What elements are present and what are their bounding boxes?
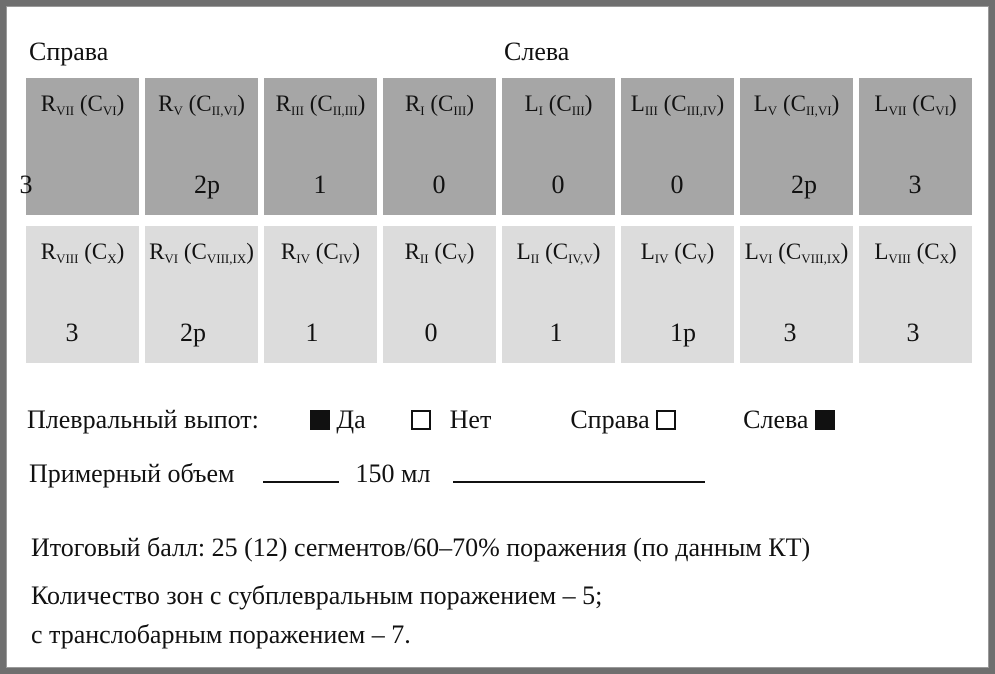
zone-subscript: II	[419, 251, 429, 266]
zone-text: (C	[178, 239, 207, 264]
zone-score: 3	[19, 170, 33, 199]
table-cell	[502, 226, 615, 363]
zone-subscript: VI	[935, 103, 949, 118]
zone-text: R	[158, 91, 174, 116]
zone-text: L	[640, 239, 655, 264]
checkbox-yes-label: Да	[336, 405, 366, 434]
table-cell	[383, 78, 496, 215]
zone-text: R	[40, 239, 57, 264]
zone-label	[740, 239, 853, 266]
zone-label	[502, 239, 615, 266]
zone-score: 3	[65, 318, 79, 347]
zone-subscript: X	[107, 251, 117, 266]
zone-text: R	[404, 91, 421, 116]
zone-label	[26, 239, 139, 266]
zone-label	[145, 91, 258, 118]
volume-blank-left	[263, 481, 339, 483]
checkbox-left[interactable]	[815, 410, 835, 430]
side-label-right: Справа	[29, 37, 109, 66]
zone-label	[26, 91, 139, 118]
zone-subscript: X	[939, 251, 949, 266]
table-cell	[264, 78, 377, 215]
volume-value: 150 мл	[355, 459, 431, 488]
zone-score: 2р	[791, 170, 817, 199]
zone-subscript: VIII	[56, 251, 79, 266]
table-cell	[621, 78, 734, 215]
zone-subscript: III,IV	[686, 103, 717, 118]
zone-text: )	[466, 91, 475, 116]
side-label-left: Слева	[504, 37, 570, 66]
zone-text: )	[840, 239, 849, 264]
table-cell	[264, 226, 377, 363]
zone-text: )	[706, 239, 715, 264]
zone-text: (C	[657, 91, 687, 116]
zone-subscript: IV,V	[568, 251, 593, 266]
effusion-line	[27, 407, 835, 433]
zone-label	[621, 239, 734, 266]
zone-text: (C	[78, 239, 108, 264]
zone-text: L	[516, 239, 531, 264]
zone-text: )	[357, 91, 366, 116]
zone-score: 3	[783, 318, 797, 347]
zone-subscript: III	[571, 103, 585, 118]
table-cell	[859, 226, 972, 363]
table-cell	[740, 226, 853, 363]
volume-line	[29, 461, 705, 487]
zone-text: (C	[668, 239, 698, 264]
checkbox-right[interactable]	[656, 410, 676, 430]
zone-label	[502, 91, 615, 118]
table-cell	[502, 78, 615, 215]
table-cell	[145, 78, 258, 215]
zone-text: )	[584, 91, 593, 116]
zone-score: 0	[424, 318, 438, 347]
zone-text: (C	[777, 91, 806, 116]
table-cell	[26, 226, 139, 363]
lung-zone-table	[19, 78, 973, 363]
zone-score: 1р	[670, 318, 696, 347]
zone-subscript: VI	[102, 103, 117, 118]
zone-text: R	[280, 239, 297, 264]
zone-score: 1	[313, 170, 327, 199]
summary-subpleural: Количество зон с субплевральным поражением – 5;	[31, 581, 603, 610]
zone-text: L	[630, 91, 645, 116]
zone-subscript: IV	[338, 251, 353, 266]
zone-text: )	[948, 239, 957, 264]
zone-subscript: II,III	[332, 103, 358, 118]
zone-text: )	[116, 239, 125, 264]
zone-text: )	[246, 239, 254, 264]
zone-text: )	[116, 91, 125, 116]
zone-subscript: VI	[164, 251, 179, 266]
checkbox-yes[interactable]	[310, 410, 330, 430]
volume-label: Примерный объем	[29, 459, 235, 488]
zone-score: 0	[551, 170, 565, 199]
zone-text: L	[874, 91, 889, 116]
zone-text: L	[744, 239, 759, 264]
zone-text: )	[948, 91, 957, 116]
zone-subscript: II	[530, 251, 540, 266]
zone-text: )	[237, 91, 245, 116]
zone-text: )	[716, 91, 725, 116]
zone-text: R	[404, 239, 420, 264]
zone-subscript: V	[457, 251, 467, 266]
zone-text: R	[149, 239, 165, 264]
zone-text: (C	[424, 91, 454, 116]
table-cell	[19, 78, 139, 215]
zone-subscript: VIII	[888, 251, 911, 266]
zone-label	[383, 239, 496, 266]
zone-text: (C	[309, 239, 339, 264]
zone-subscript: I	[538, 103, 543, 118]
zone-subscript: V	[767, 103, 778, 118]
zone-subscript: IV	[654, 251, 669, 266]
zone-subscript: III	[644, 103, 658, 118]
zone-score: 2р	[194, 170, 220, 199]
zone-text: (C	[74, 91, 103, 116]
zone-text: L	[874, 239, 889, 264]
table-cell	[740, 78, 853, 215]
zone-text: )	[466, 239, 475, 264]
zone-subscript: III	[291, 103, 304, 118]
zone-score: 3	[906, 318, 920, 347]
zone-text: )	[592, 239, 601, 264]
summary-total: Итоговый балл: 25 (12) сегментов/60–70% поражения (по данным КТ)	[31, 533, 811, 562]
zone-text: (C	[542, 91, 572, 116]
zone-label	[621, 91, 734, 118]
zone-label	[859, 239, 972, 266]
zone-label	[145, 239, 258, 266]
zone-subscript: III	[453, 103, 467, 118]
zone-label	[859, 91, 972, 118]
checkbox-left-label: Слева	[743, 405, 809, 434]
zone-score: 0	[432, 170, 446, 199]
zone-score: 1	[305, 318, 319, 347]
checkbox-no[interactable]	[411, 410, 431, 430]
checkbox-right-label: Справа	[570, 405, 650, 434]
table-cell	[383, 226, 496, 363]
zone-label	[264, 91, 377, 118]
zone-text: (C	[910, 239, 940, 264]
zone-score: 0	[670, 170, 684, 199]
zone-score: 3	[908, 170, 922, 199]
zone-label	[383, 91, 496, 118]
table-cell	[145, 226, 258, 363]
zone-text: )	[831, 91, 840, 116]
checkbox-no-label: Нет	[449, 405, 492, 434]
zone-text: (C	[906, 91, 936, 116]
volume-blank-right	[453, 481, 705, 483]
zone-text: (C	[304, 91, 333, 116]
zone-text: L	[753, 91, 768, 116]
zone-text: (C	[772, 239, 802, 264]
zone-subscript: VII	[56, 103, 75, 118]
zone-text: (C	[428, 239, 458, 264]
zone-subscript: I	[420, 103, 425, 118]
zone-score: 2р	[180, 318, 206, 347]
document-page	[6, 6, 989, 668]
zone-text: L	[524, 91, 539, 116]
zone-subscript: VII	[888, 103, 907, 118]
summary-translobar: с транслобарным поражением – 7.	[31, 620, 411, 649]
zone-subscript: IV	[296, 251, 310, 266]
zone-subscript: VIII,IX	[206, 251, 247, 266]
zone-text: (C	[539, 239, 569, 264]
zone-subscript: V	[697, 251, 707, 266]
zone-text: (C	[182, 91, 212, 116]
zone-subscript: II,VI	[211, 103, 238, 118]
zone-text: R	[40, 91, 57, 116]
zone-text: R	[275, 91, 291, 116]
zone-text: )	[352, 239, 361, 264]
zone-label	[264, 239, 377, 266]
zone-subscript: V	[173, 103, 183, 118]
table-cell	[859, 78, 972, 215]
zone-label	[740, 91, 853, 118]
zone-subscript: VIII,IX	[801, 251, 841, 266]
zone-subscript: VI	[758, 251, 773, 266]
zone-subscript: II,VI	[805, 103, 832, 118]
zone-score: 1	[549, 318, 563, 347]
effusion-label: Плевральный выпот:	[27, 405, 259, 434]
table-cell	[621, 226, 734, 363]
